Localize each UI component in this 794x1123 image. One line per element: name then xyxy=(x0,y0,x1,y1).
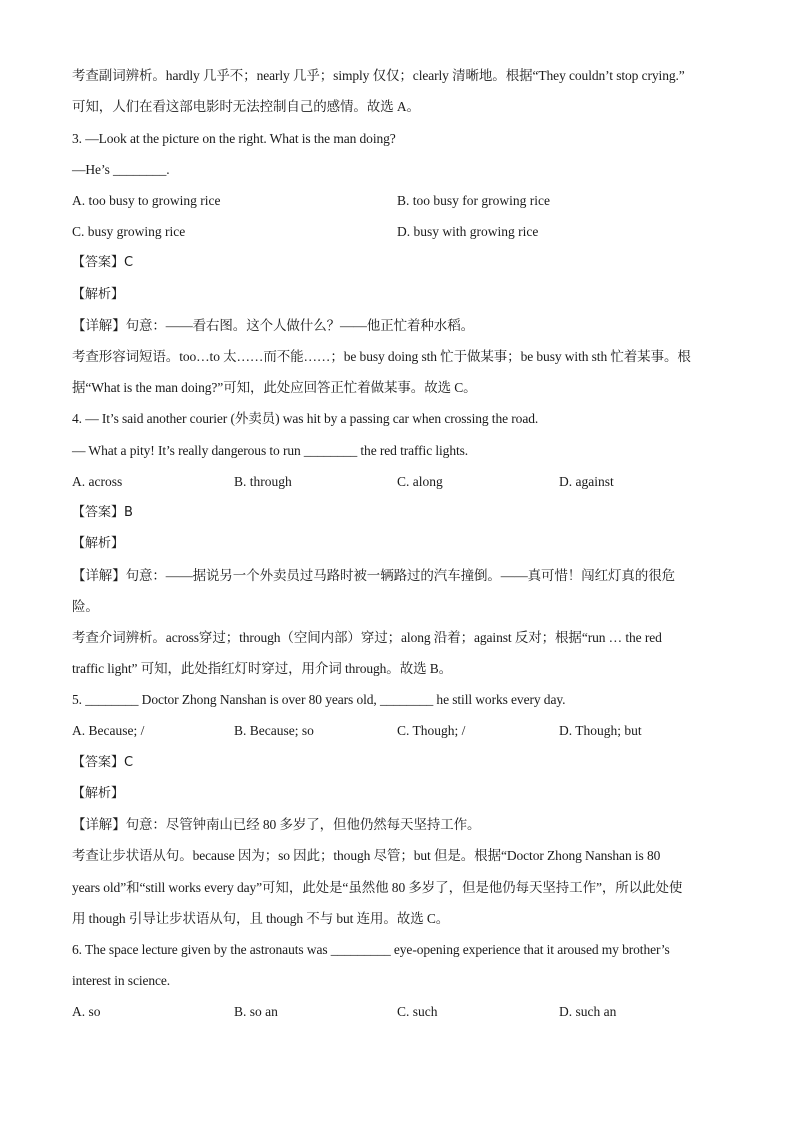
q5-option-b: B. Because; so xyxy=(234,723,314,738)
q6-stem-line-2: interest in science. xyxy=(72,973,171,988)
q5-analysis-heading: 【解析】 xyxy=(72,786,125,801)
q5-option-c: C. Though; / xyxy=(397,723,466,738)
q4-option-d: D. against xyxy=(559,474,614,489)
q4-explanation-line-1: 考查介词辨析。across穿过；through（空间内部）穿过；along 沿着；against 反对；根据“run … the red xyxy=(72,630,662,645)
q5-explanation-line-1: 考查让步状语从句。because 因为；so 因此；though 尽管；but 但是。根据“Doctor Zhong Nanshan is 80 xyxy=(72,848,661,863)
q4-detail-line-1: 【详解】句意：——据说另一个外卖员过马路时被一辆路过的汽车撞倒。——真可惜！闯红灯真的很危 xyxy=(72,568,675,583)
q6-option-d: D. such an xyxy=(559,1004,617,1019)
q3-option-a: A. too busy to growing rice xyxy=(72,193,221,208)
q3-stem-reply: —He’s ________. xyxy=(72,162,170,177)
q5-explanation-line-2: years old”和“still works every day”可知，此处是“虽然他 80 多岁了，但是他仍每天坚持工作”，所以此处使 xyxy=(72,880,683,895)
q3-option-d: D. busy with growing rice xyxy=(397,224,539,239)
q6-option-b: B. so an xyxy=(234,1004,278,1019)
q3-answer: 【答案】C xyxy=(72,255,134,270)
q2-explanation-line-1: 考查副词辨析。hardly 几乎不；nearly 几乎；simply 仅仅；clearly 清晰地。根据“They couldn’t stop crying.” xyxy=(72,68,685,83)
q6-stem-line-1: 6. The space lecture given by the astronauts was _________ eye-opening experience that it aroused my brother’s xyxy=(72,942,670,957)
q4-explanation-line-2: traffic light” 可知，此处指红灯时穿过，用介词 through。故选 B。 xyxy=(72,661,453,676)
q4-stem-reply: — What a pity! It’s really dangerous to run ________ the red traffic lights. xyxy=(72,443,469,458)
q4-analysis-heading: 【解析】 xyxy=(72,536,125,551)
q4-answer: 【答案】B xyxy=(72,505,133,520)
q3-option-c: C. busy growing rice xyxy=(72,224,186,239)
q3-analysis-heading: 【解析】 xyxy=(72,287,125,302)
q5-option-d: D. Though; but xyxy=(559,723,642,738)
q4-option-b: B. through xyxy=(234,474,292,489)
q3-detail: 【详解】句意：——看右图。这个人做什么？——他正忙着种水稻。 xyxy=(72,318,474,333)
q4-detail-line-2: 险。 xyxy=(72,599,99,614)
q3-stem: 3. —Look at the picture on the right. What is the man doing? xyxy=(72,131,396,146)
q4-stem: 4. — It’s said another courier (外卖员) was hit by a passing car when crossing the road. xyxy=(72,411,539,426)
q3-explanation-line-1: 考查形容词短语。too…to 太……而不能……；be busy doing sth 忙于做某事；be busy with sth 忙着某事。根 xyxy=(72,349,691,364)
q5-explanation-line-3: 用 though 引导让步状语从句，且 though 不与 but 连用。故选 C。 xyxy=(72,911,450,926)
q2-explanation-line-2: 可知，人们在看这部电影时无法控制自己的感情。故选 A。 xyxy=(72,99,420,114)
q3-explanation-line-2: 据“What is the man doing?”可知，此处应回答正忙着做某事。故选 C。 xyxy=(72,380,477,395)
q6-option-a: A. so xyxy=(72,1004,101,1019)
q3-option-b: B. too busy for growing rice xyxy=(397,193,550,208)
q5-stem: 5. ________ Doctor Zhong Nanshan is over 80 years old, ________ he still works every day. xyxy=(72,692,566,707)
q5-answer: 【答案】C xyxy=(72,755,134,770)
q4-option-c: C. along xyxy=(397,474,443,489)
q5-detail: 【详解】句意：尽管钟南山已经 80 多岁了，但他仍然每天坚持工作。 xyxy=(72,817,481,832)
q5-option-a: A. Because; / xyxy=(72,723,145,738)
q6-option-c: C. such xyxy=(397,1004,438,1019)
q4-option-a: A. across xyxy=(72,474,123,489)
